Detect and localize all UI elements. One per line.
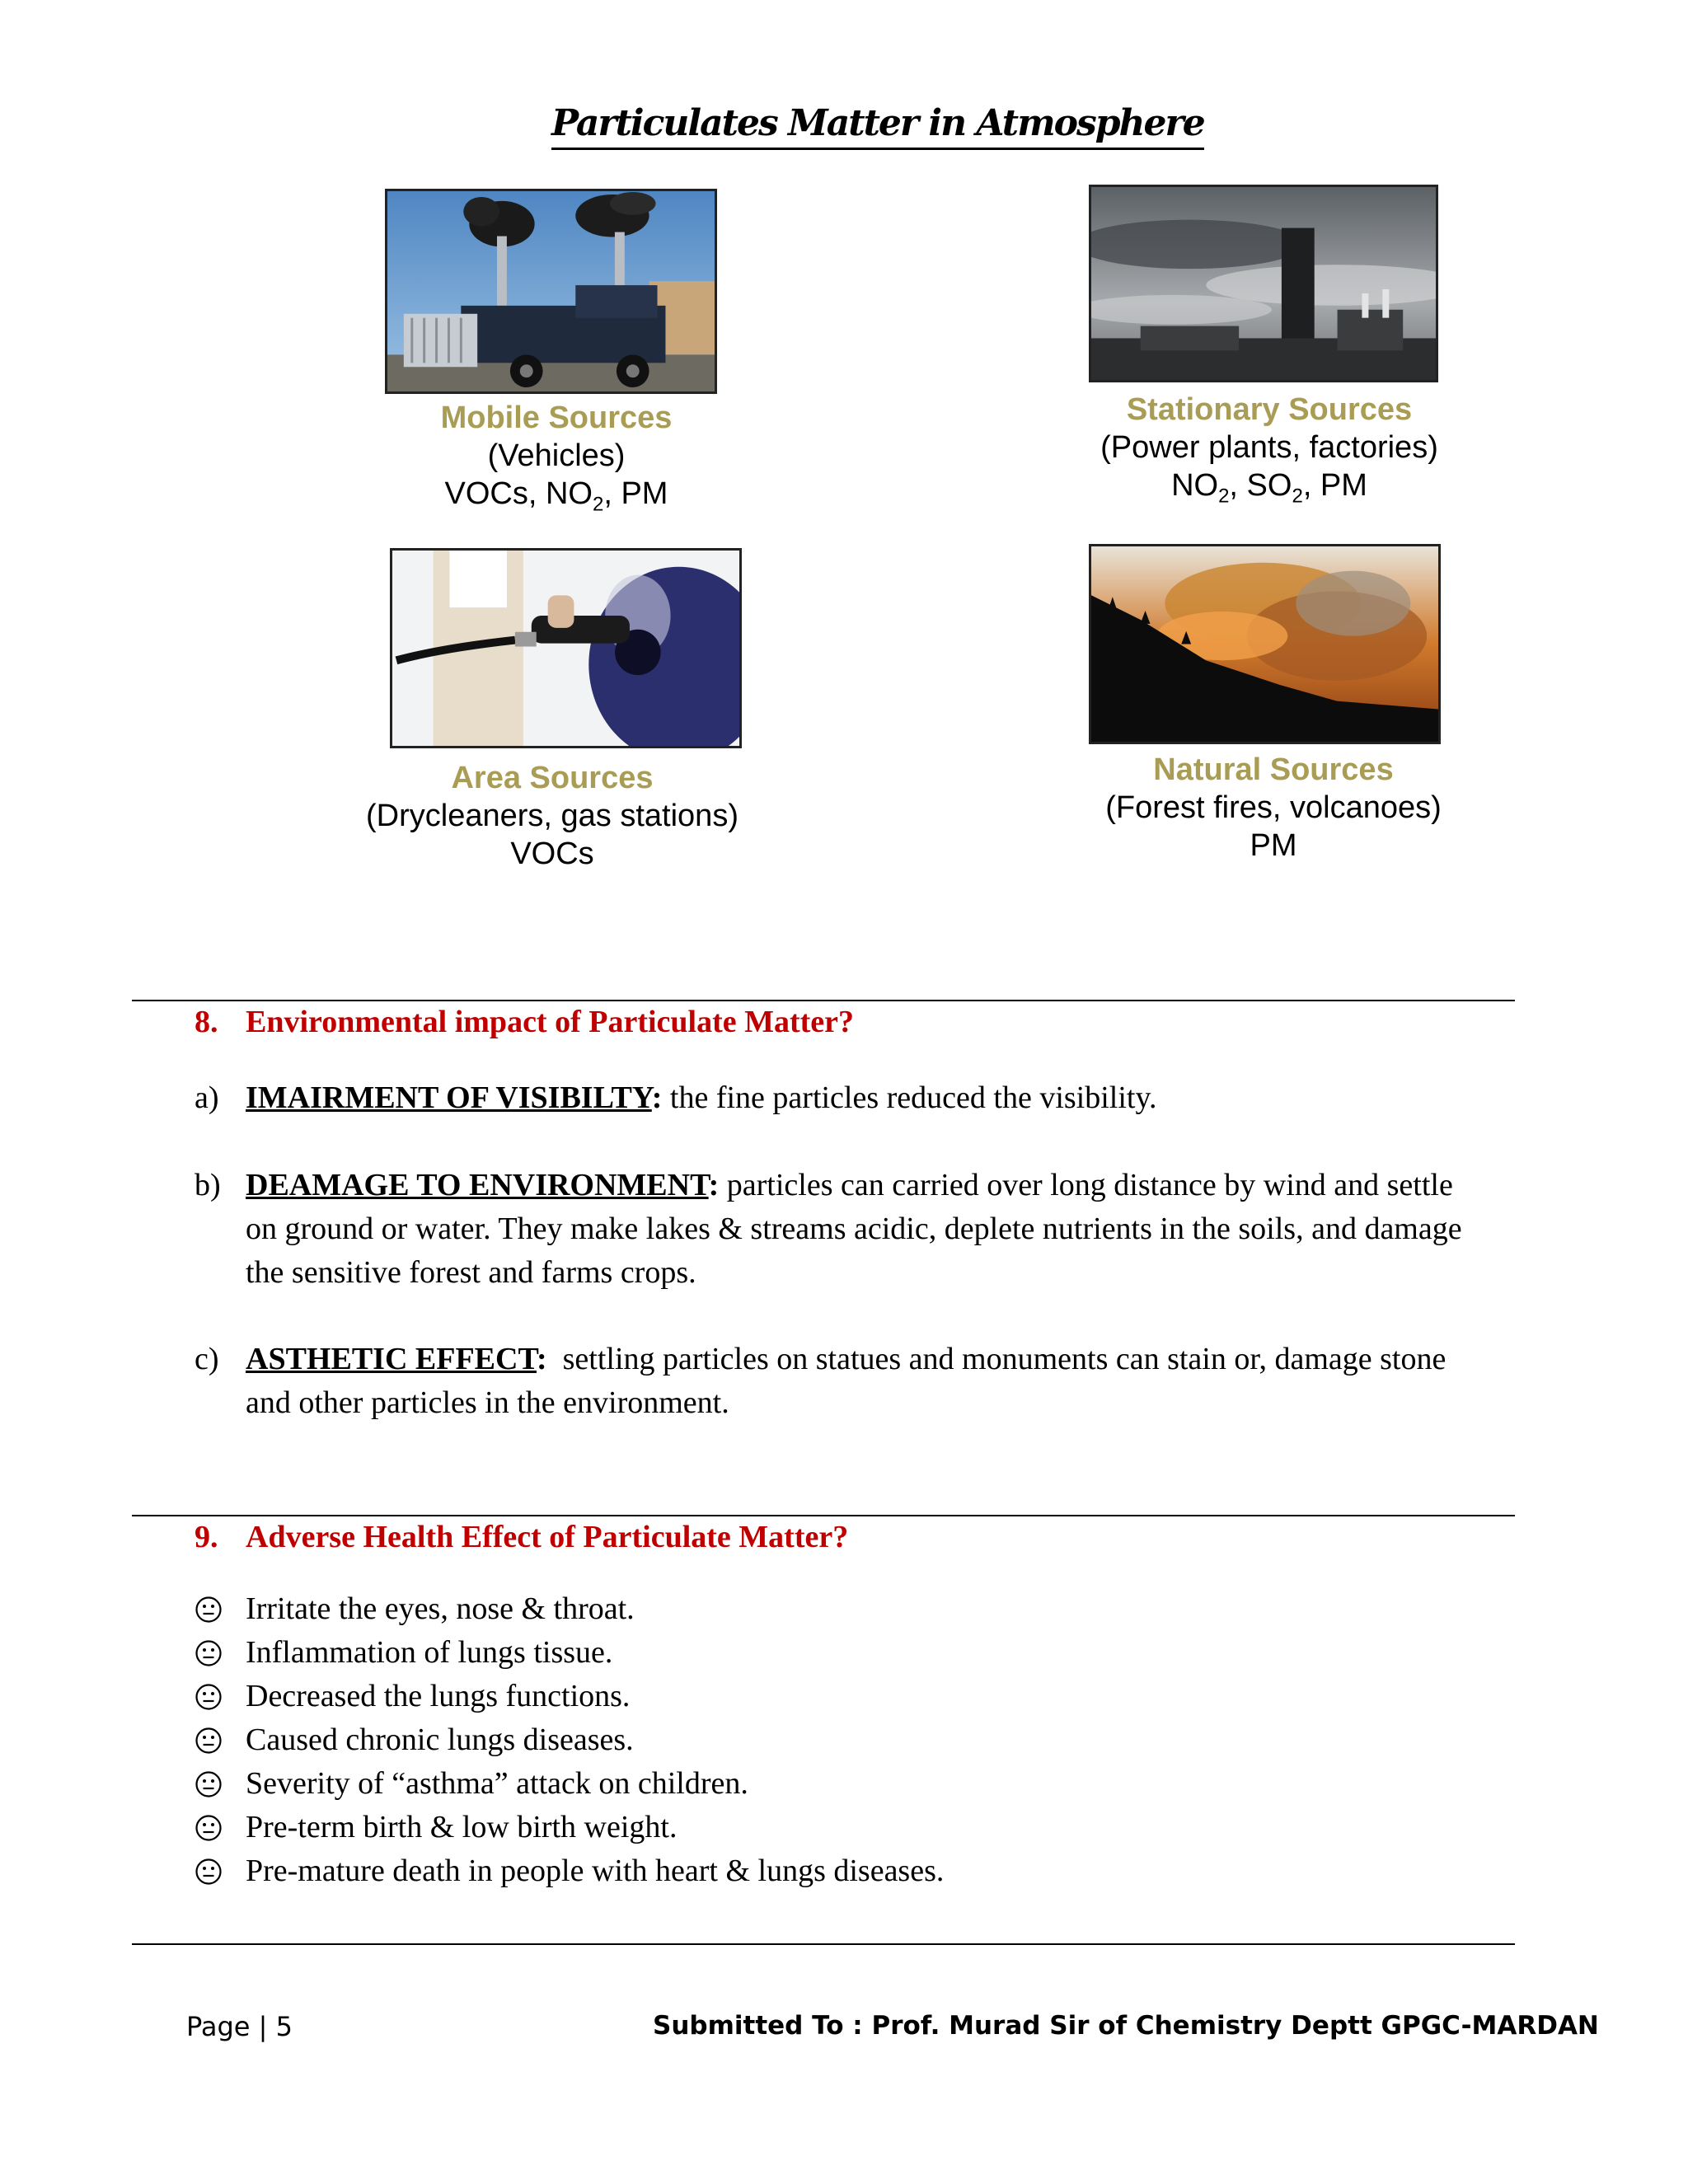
section-divider	[132, 1000, 1515, 1001]
page-number: Page | 5	[186, 2011, 293, 2042]
section-8-title: Environmental impact of Particulate Matter?	[246, 1005, 855, 1039]
natural-sources-examples: (Forest fires, volcanoes)	[1105, 790, 1442, 825]
natural-sources-pollutants: PM	[1250, 828, 1297, 863]
section-9-title: Adverse Health Effect of Particulate Matter?	[246, 1520, 849, 1554]
impact-item-environment: b) DEAMAGE TO ENVIRONMENT: particles can carried over long distance by wind and settle on ground or water. They make lakes & streams acidic, deplete nutrients in the soils, and damage the sensitive forest and farms crops.	[195, 1168, 1462, 1290]
neutral-face-icon	[195, 1683, 223, 1711]
neutral-face-icon	[195, 1814, 223, 1842]
submitted-to: Submitted To : Prof. Murad Sir of Chemistry Deptt GPGC-MARDAN	[653, 2011, 1599, 2041]
factory-photo	[1089, 185, 1438, 382]
health-effect-text: Pre-mature death in people with heart & lungs diseases.	[246, 1854, 945, 1888]
neutral-face-icon	[195, 1858, 223, 1886]
health-effect-item	[195, 1587, 944, 1631]
area-sources-heading: Area Sources	[451, 761, 654, 795]
health-effect-text: Irritate the eyes, nose & throat.	[246, 1591, 635, 1626]
stationary-sources-heading: Stationary Sources	[1126, 392, 1413, 427]
section-9-number: 9.	[195, 1520, 218, 1554]
health-effect-item	[195, 1762, 944, 1806]
mobile-sources-examples: (Vehicles)	[487, 438, 626, 473]
health-effect-item	[195, 1849, 944, 1893]
impact-item-aesthetic: c) ASTHETIC EFFECT: settling particles on statues and monuments can stain or, damage stone and other particles in the environment.	[195, 1342, 1447, 1420]
section-8-heading	[195, 1004, 854, 1040]
section-divider	[132, 1943, 1515, 1945]
area-sources-caption	[346, 759, 758, 873]
health-effect-text: Pre-term birth & low birth weight.	[246, 1810, 678, 1844]
section-9-heading	[195, 1519, 848, 1555]
stationary-sources-caption	[1071, 391, 1467, 516]
health-effect-item	[195, 1718, 944, 1762]
health-effect-text: Decreased the lungs functions.	[246, 1679, 631, 1713]
gas-pump-photo	[390, 548, 742, 748]
health-effect-text: Inflammation of lungs tissue.	[246, 1635, 613, 1670]
mobile-sources-heading: Mobile Sources	[440, 401, 673, 435]
health-effect-item	[195, 1675, 944, 1718]
mobile-sources-pollutants: VOCs, $NO_2$, PM	[444, 476, 668, 516]
neutral-face-icon	[195, 1639, 223, 1667]
health-effect-text: Caused chronic lungs diseases.	[246, 1722, 634, 1757]
natural-sources-caption	[1071, 751, 1475, 865]
area-sources-examples: (Drycleaners, gas stations)	[366, 799, 738, 833]
impact-keyword: ASTHETIC EFFECT	[246, 1342, 537, 1376]
forest-fire-photo	[1089, 544, 1441, 744]
stationary-sources-pollutants: $NO_2$, $SO_2$, PM	[1171, 468, 1367, 508]
area-sources-pollutants: VOCs	[510, 837, 594, 871]
section-8-number: 8.	[195, 1005, 218, 1039]
section-divider	[132, 1515, 1515, 1516]
health-effect-text: Severity of “asthma” attack on children.	[246, 1766, 748, 1801]
impact-keyword: DEAMAGE TO ENVIRONMENT	[246, 1168, 709, 1202]
natural-sources-heading: Natural Sources	[1153, 752, 1394, 787]
impact-keyword: IMAIRMENT OF VISIBILTY	[246, 1080, 652, 1115]
truck-photo	[385, 189, 717, 394]
neutral-face-icon	[195, 1596, 223, 1624]
neutral-face-icon	[195, 1727, 223, 1755]
health-effect-item	[195, 1631, 944, 1675]
stationary-sources-examples: (Power plants, factories)	[1100, 430, 1438, 465]
health-effect-item	[195, 1806, 944, 1849]
impact-item-visibility: a) IMAIRMENT OF VISIBILTY: the fine particles reduced the visibility.	[195, 1080, 1157, 1115]
page-title: Particulates Matter in Atmosphere	[551, 102, 1204, 150]
health-effects-list	[195, 1587, 944, 1893]
mobile-sources-caption	[387, 399, 725, 524]
neutral-face-icon	[195, 1770, 223, 1798]
